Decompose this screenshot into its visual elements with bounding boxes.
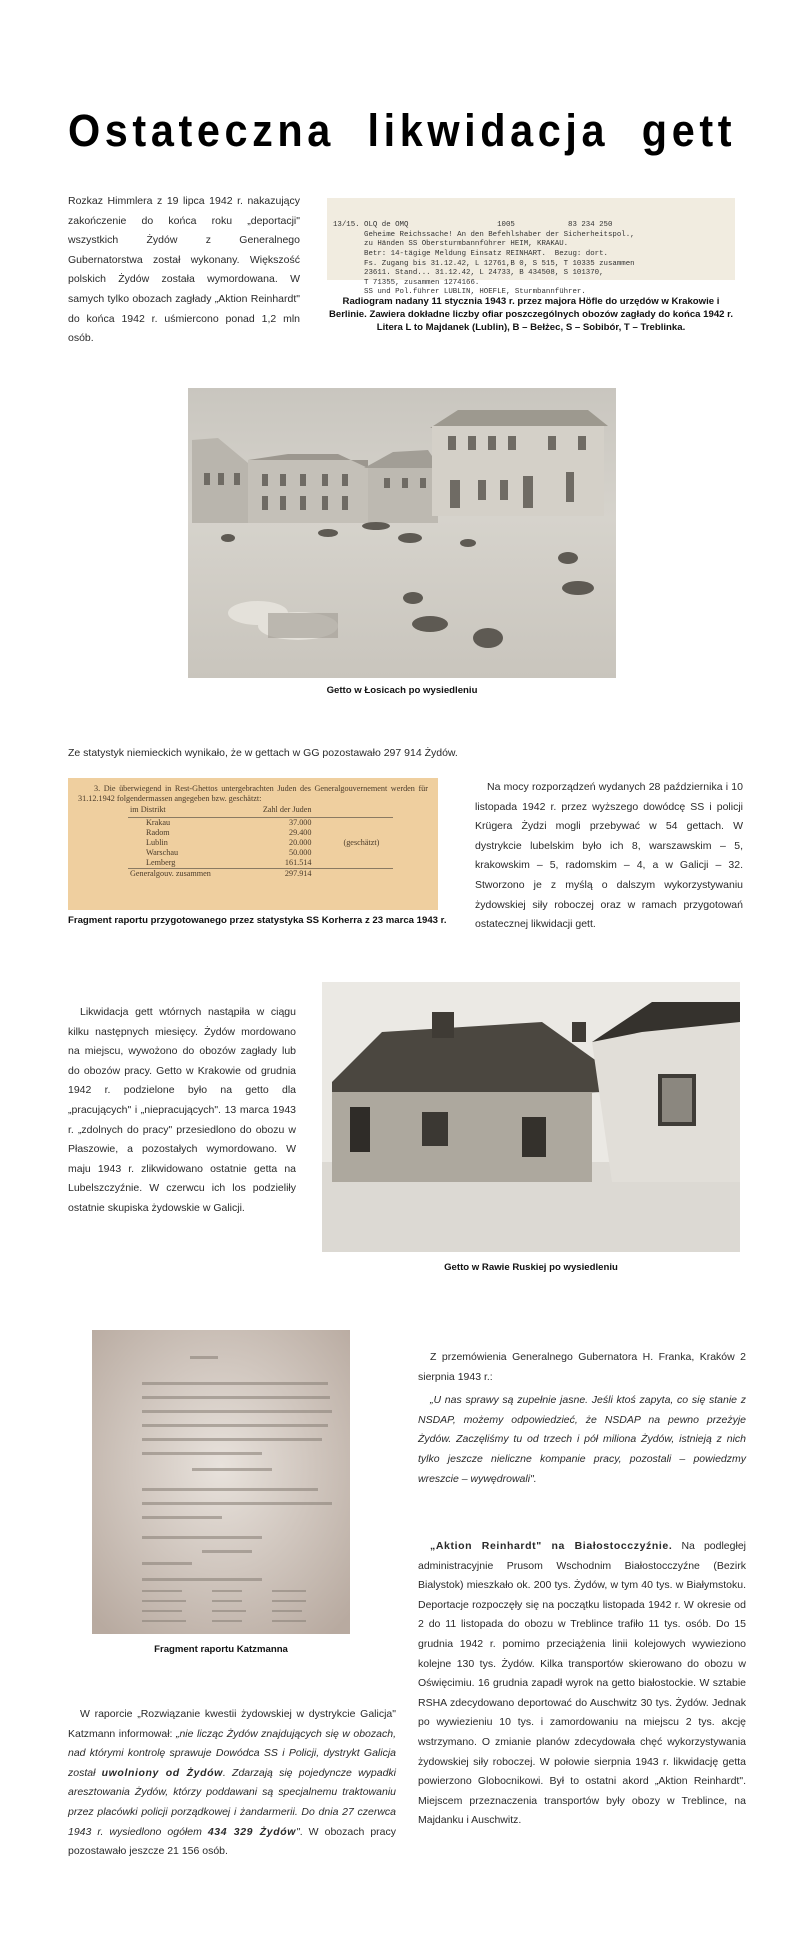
ghettos-paragraph — [475, 778, 743, 935]
galicia-bold-1: uwolniony od Żydów — [101, 1766, 223, 1779]
intro-text: Rozkaz Himmlera z 19 lipca 1942 r. nakazujący zakończenie do końca roku „deportacji" wszystkich Żydów z Generalnego Gubernatorstwa został wykonany. Większość polskich Żydów została wymordowana. W samych tylko obozach zagłady „Aktion Reinhardt" do końca 1942 r. uśmiercono ponad 1,2 mln osób. — [68, 195, 300, 345]
korherr-count: 29.400 — [288, 827, 312, 837]
radiogram-document — [327, 198, 735, 297]
radiogram-lines — [333, 221, 729, 298]
korherr-district: Lublin — [146, 837, 168, 847]
korherr-row — [128, 828, 393, 838]
korherr-district: Radom — [146, 827, 170, 837]
losice-photo-caption: Getto w Łosicach po wysiedleniu — [326, 685, 478, 696]
bialystok-section — [418, 1537, 746, 1831]
losice-photo-image — [188, 388, 616, 678]
korherr-count: 20.000 — [288, 837, 312, 847]
korherr-caption: Fragment raportu przygotowanego przez statystyka SS Korherra z 23 marca 1943 r. — [68, 915, 447, 926]
korherr-district: Warschau — [146, 847, 179, 857]
radiogram-caption: Radiogram nadany 11 stycznia 1943 r. przez majora Höfle do urzędów w Krakowie i Berlinie. Zawiera dokładne liczby ofiar poszczególnych obozów zagłady do końca 1942 r. Litera L to Majdanek (Lublin), B – Bełżec, S – Sobibór, T – Treblinka. — [328, 296, 734, 333]
korherr-note — [341, 858, 393, 869]
korherr-row — [128, 838, 393, 848]
korherr-total-row — [128, 868, 393, 879]
frank-speech-section — [418, 1348, 746, 1489]
intro-paragraph — [68, 192, 300, 349]
korherr-count: 161.514 — [284, 857, 312, 867]
galicia-quote-3: " — [296, 1825, 300, 1838]
korherr-table — [128, 805, 393, 879]
radiogram-line: Betr: 14-tägige Meldung Einsatz REINHART. Bezug: dort. — [333, 249, 608, 258]
korherr-total-label: Generalgouv. zusammen — [130, 868, 211, 878]
galicia-part1: W raporcie „Rozwiązanie kwestii żydowskiej w dystrykcie Galicja" Katzmann informował: — [68, 1708, 396, 1740]
radiogram-line: zu Händen SS Obersturmbannführer HEIM, KRAKAU. — [333, 240, 569, 249]
korherr-note: (geschätzt) — [343, 837, 380, 847]
korherr-note — [341, 848, 393, 858]
katzmann-caption: Fragment raportu Katzmanna — [154, 1644, 288, 1655]
korherr-count: 50.000 — [288, 847, 312, 857]
korherr-row — [128, 848, 393, 858]
galicia-part2: . W obozach pracy pozostawało jeszcze 21 156 osób. — [68, 1825, 397, 1858]
losice-ghetto-photo — [188, 388, 616, 678]
korherr-row — [128, 858, 393, 869]
korherr-district: Krakau — [146, 817, 171, 827]
galicia-bold-2: 434 329 Żydów — [207, 1825, 296, 1838]
page-title: Ostateczna likwidacja gett — [68, 105, 737, 156]
radiogram-line: SS und Pol.führer LUBLIN, HOEFLE, Sturmbannführer. — [333, 288, 586, 297]
galicia-quote-1: „nie licząc Żydów znajdujących się w obozach, nad którymi kontrolę sprawuje Dowódca SS i Policji, dystrykt Galicja został — [68, 1727, 396, 1779]
ghettos-text: Na mocy rozporządzeń wydanych 28 października i 10 listopada 1942 r. przez wyższego dowódcę SS i policji Krügera Żydzi mogli przebywać w 54 gettach. W dystrykcie lubelskim było ich 8, warszawskim – 5, krakowskim – 5, radomskim – 4, a w Galicji – 32. Stworzono je z myślą o dalszym wykorzystywaniu żydowskiej siły roboczej oraz w ramach przygotowań ostatecznej likwidacji gett. — [475, 781, 743, 931]
rawa-photo-caption: Getto w Rawie Ruskiej po wysiedleniu — [444, 1262, 618, 1273]
radiogram-line: Geheime Reichssache! An den Befehlshaber der Sicherheitspol., — [333, 230, 635, 239]
korherr-header-row — [128, 805, 393, 818]
frank-quote-text: „U nas sprawy są zupełnie jasne. Jeśli ktoś zapyta, co się stanie z NSDAP, możemy odpowiedzieć, że NSDAP na pewno przeżyje Żydów. Zaczęliśmy tu od trzech i pół miliona Żydów, istnieją z nich tylko jeszcze nieliczne kompanie pracy, pozostali – powiedzmy wreszcie – wywędrowali". — [418, 1394, 746, 1485]
bialystok-heading: „Aktion Reinhardt" na Białostocczyźnie. — [430, 1540, 673, 1552]
katzmann-document-image — [92, 1330, 350, 1634]
rawa-photo-image — [322, 982, 740, 1252]
frank-speech-quote — [418, 1391, 746, 1489]
galicia-section — [68, 1705, 396, 1862]
korherr-note — [341, 828, 393, 838]
korherr-col-district: im Distrikt — [130, 804, 166, 814]
stats-sentence: Ze statystyk niemieckich wynikało, że w gettach w GG pozostawało 297 914 Żydów. — [68, 747, 458, 759]
radiogram-line: T 71355, zusammen 1274166. — [333, 278, 480, 287]
korherr-note — [341, 817, 393, 828]
liquidation-paragraph — [68, 1003, 296, 1219]
korherr-col-count: Zahl der Juden — [262, 804, 312, 814]
galicia-quote-2: . Zdarzają się pojedyncze wypadki aresztowania Żydów, którzy poddawani są specjalnemu traktowaniu przez placówki policji porządkowej i żandarmerii. Do dnia 27 czerwca 1943 r. wysiedlono ogółem — [68, 1766, 397, 1838]
radiogram-line: 13/15. OLQ de OMQ 1005 83 234 250 — [333, 221, 613, 230]
frank-speech-intro: Z przemówienia Generalnego Gubernatora H. Franka, Kraków 2 sierpnia 1943 r.: — [418, 1351, 746, 1383]
korherr-district: Lemberg — [146, 857, 176, 867]
korherr-row — [128, 817, 393, 828]
korherr-count: 37.000 — [288, 817, 312, 827]
rawa-ruska-ghetto-photo — [322, 982, 740, 1252]
korherr-heading: 3. Die überwiegend in Rest-Ghettos untergebrachten Juden des Generalgouvernement werden für 31.12.1942 folgendermassen angegeben bzw. geschätzt: — [78, 784, 428, 804]
radiogram-line: Fs. Zugang bis 31.12.42, L 12761,B 0, S 515, T 10335 zusammen — [333, 259, 635, 268]
bialystok-text: Na podległej administracyjnie Prusom Wschodnim Białostocczyźne (Bezirk Bialystok) mieszkało ok. 200 tys. Żydów, w tym 40 tys. w Białymstoku. Deportacje rozpoczęły się na początku listopada 1942 r. W okresie od 2 do 11 listopada do obozu w Treblince trafiło 11 tys. osób. Do 15 grudnia 1942 r. pomimo przeciążenia linii kolejowych wywieziono kolejne 130 tys. Żydów. Kilka transportów skierowano do obozu w Oświęcimiu. 16 grudnia zapadł wyrok na getto białostockie. W sztabie RSHA zdecydowano deportować do Auschwitz 30 tys. Żydów. Jednak po wywiezieniu 10 tys. i zamordowaniu na miejscu 2 tys. akcję wstrzymano. O zmianie planów zdecydowała chęć wykorzystywania żydowskiej siły roboczej. W połowie sierpnia 1943 r. likwidację getta powierzono Globocnikowi. Był to ostatni akord „Aktion Reinhardt". Miejscem przeznaczenia transportów były obozy w Treblince, na Majdanku i Auschwitz. — [418, 1540, 746, 1827]
katzmann-report-document — [92, 1330, 350, 1634]
liquidation-text: Likwidacja gett wtórnych nastąpiła w ciągu kilku następnych miesięcy. Żydów mordowano na miejscu, wywożono do obozów zagłady lub do obozów pracy. Getto w Krakowie od grudnia 1942 r. podzielone było na getto dla „pracujących" i „niepracujących". 13 marca 1943 r. „zdolnych do pracy" przesiedlono do obozu w Płaszowie, a pozostałych wymordowano. W maju 1943 r. zlikwidowano ostatnie getta na Lubelszczyźnie. W czerwcu ich los podzieliły ostatnie skupiska żydowskie w Galicji. — [68, 1006, 296, 1214]
korherr-total-value: 297.914 — [284, 868, 312, 878]
korherr-report-document — [68, 778, 438, 910]
radiogram-line: 23611. Stand... 31.12.42, L 24733, B 434508, S 101370, — [333, 269, 604, 278]
